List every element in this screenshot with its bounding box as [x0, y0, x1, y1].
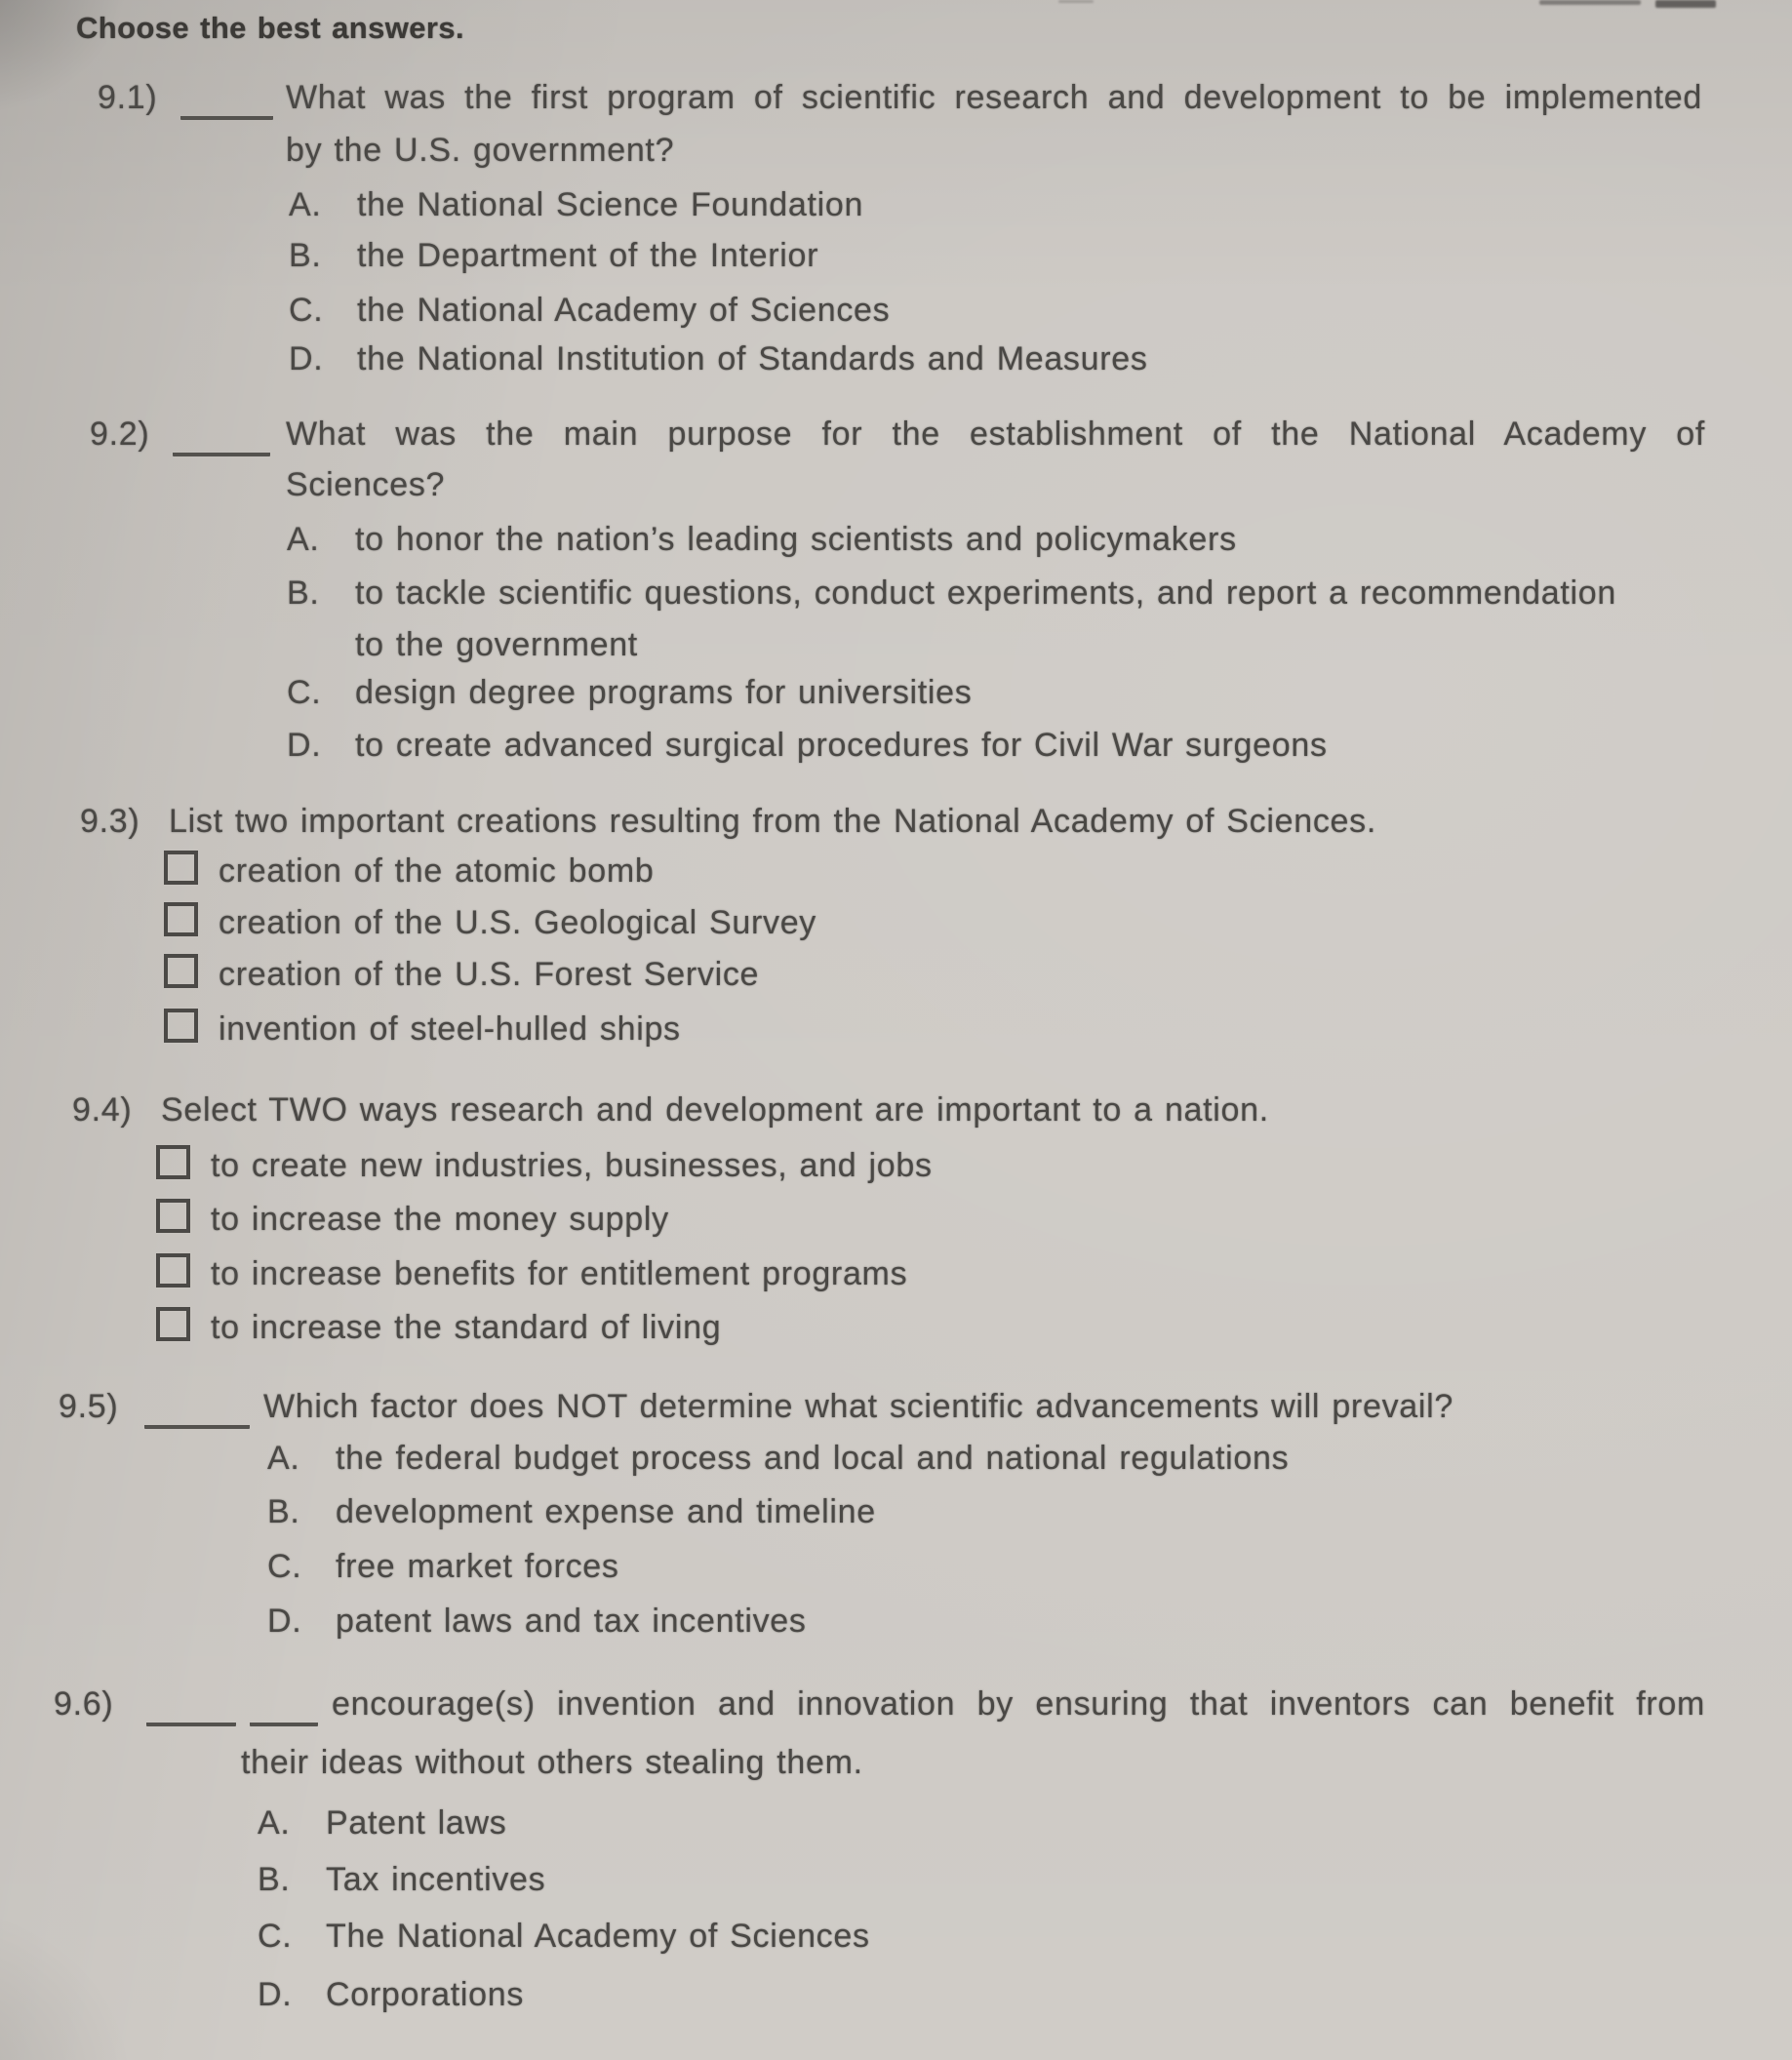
option-9-6-d: [258, 1975, 524, 2015]
scan-artifact: [1058, 0, 1094, 3]
question-9-2-text-line-2: Sciences?: [286, 466, 446, 503]
checkbox-icon[interactable]: [164, 902, 198, 936]
checkbox-item-label: to increase the standard of living: [211, 1309, 722, 1346]
scan-artifact: [1539, 0, 1641, 5]
question-9-1-text-line-2: by the U.S. government?: [286, 132, 675, 169]
option-letter: B.: [267, 1493, 300, 1530]
option-text: the National Institution of Standards and Measures: [357, 340, 1148, 377]
option-letter: C.: [267, 1548, 302, 1585]
checkbox-item-label: creation of the U.S. Geological Survey: [219, 904, 817, 941]
question-9-6-text-line-2: their ideas without others stealing them.: [241, 1744, 863, 1781]
option-letter: C.: [287, 674, 322, 711]
option-9-6-b: [258, 1860, 545, 1900]
checkbox-item: [164, 851, 654, 891]
option-text: Patent laws: [326, 1804, 507, 1842]
option-text: Tax incentives: [326, 1861, 546, 1898]
checkbox-item: [164, 902, 816, 943]
option-text: development expense and timeline: [336, 1493, 876, 1530]
option-9-6-a: [258, 1803, 506, 1843]
checkbox-icon[interactable]: [156, 1199, 190, 1233]
option-text: free market forces: [336, 1548, 619, 1585]
option-text: the National Science Foundation: [357, 186, 864, 223]
answer-blank-9-6-a[interactable]: [146, 1684, 236, 1726]
option-letter: D.: [289, 340, 324, 377]
option-9-1-c: [289, 291, 890, 331]
option-letter: D.: [258, 1976, 293, 2013]
option-letter: D.: [287, 727, 322, 764]
option-9-2-b: [287, 574, 1616, 614]
checkbox-item-label: invention of steel-hulled ships: [219, 1010, 681, 1048]
checkbox-item: [164, 1009, 681, 1050]
option-text: the Department of the Interior: [357, 237, 819, 274]
option-9-1-b: [289, 236, 818, 276]
option-text: Corporations: [326, 1976, 525, 2013]
question-9-6-text-line-1: encourage(s) invention and innovation by ensuring that inventors can benefit from: [332, 1685, 1705, 1723]
checkbox-item-label: to increase benefits for entitlement programs: [211, 1255, 908, 1292]
question-9-2-number: 9.2): [90, 416, 150, 453]
option-text: the federal budget process and local and national regulations: [336, 1440, 1290, 1477]
option-letter: A.: [258, 1804, 291, 1842]
question-9-3-prompt: List two important creations resulting from the National Academy of Sciences.: [169, 803, 1377, 840]
checkbox-item: [156, 1199, 669, 1240]
scan-artifact: [1655, 0, 1716, 8]
answer-blank-9-2[interactable]: [173, 415, 270, 456]
question-9-4-number: 9.4): [72, 1091, 133, 1129]
option-9-2-d: [287, 726, 1328, 766]
option-letter: D.: [267, 1603, 302, 1640]
option-letter: A.: [287, 521, 320, 558]
option-letter: A.: [289, 186, 322, 223]
answer-blank-9-5[interactable]: [144, 1387, 250, 1429]
checkbox-icon[interactable]: [156, 1145, 190, 1179]
question-9-1-number: 9.1): [98, 79, 158, 116]
checkbox-item-label: to increase the money supply: [211, 1201, 669, 1238]
option-letter: C.: [289, 292, 324, 329]
option-9-5-b: [267, 1492, 876, 1532]
option-9-2-c: [287, 673, 973, 713]
option-9-6-c: [258, 1917, 870, 1957]
option-9-1-a: [289, 185, 863, 225]
question-9-4-prompt: Select TWO ways research and development are important to a nation.: [161, 1091, 1269, 1129]
option-9-5-c: [267, 1547, 619, 1587]
checkbox-item-label: creation of the atomic bomb: [219, 852, 655, 890]
checkbox-icon[interactable]: [156, 1307, 190, 1341]
option-text: to honor the nation’s leading scientists and policymakers: [355, 521, 1237, 558]
checkbox-item-label: to create new industries, businesses, and jobs: [211, 1147, 933, 1184]
page-title: Choose the best answers.: [76, 11, 465, 45]
option-text: to create advanced surgical procedures for Civil War surgeons: [355, 727, 1328, 764]
checkbox-item: [156, 1307, 721, 1348]
option-letter: B.: [287, 574, 320, 612]
option-9-1-d: [289, 339, 1148, 379]
option-text: to tackle scientific questions, conduct experiments, and report a recommendation: [355, 574, 1616, 612]
option-text: The National Academy of Sciences: [326, 1918, 870, 1955]
option-text: patent laws and tax incentives: [336, 1603, 807, 1640]
question-9-5-prompt: Which factor does NOT determine what scientific advancements will prevail?: [263, 1388, 1454, 1425]
checkbox-icon[interactable]: [164, 954, 198, 988]
option-text: the National Academy of Sciences: [357, 292, 891, 329]
option-9-2-b-continuation: to the government: [355, 626, 638, 663]
option-letter: B.: [258, 1861, 291, 1898]
option-9-5-a: [267, 1439, 1289, 1479]
checkbox-item: [156, 1253, 907, 1294]
checkbox-item: [156, 1145, 933, 1186]
checkbox-icon[interactable]: [156, 1253, 190, 1288]
checkbox-item-label: creation of the U.S. Forest Service: [219, 956, 760, 993]
checkbox-item: [164, 954, 759, 995]
option-letter: A.: [267, 1440, 300, 1477]
question-9-2-text-line-1: What was the main purpose for the establishment of the National Academy of: [286, 416, 1705, 453]
option-9-2-a: [287, 520, 1237, 560]
question-9-5-number: 9.5): [59, 1388, 119, 1425]
answer-blank-9-6-b[interactable]: [250, 1684, 318, 1726]
checkbox-icon[interactable]: [164, 1009, 198, 1043]
checkbox-icon[interactable]: [164, 851, 198, 885]
option-letter: C.: [258, 1918, 293, 1955]
question-9-1-text-line-1: What was the first program of scientific research and development to be implemented: [286, 79, 1702, 116]
option-9-5-d: [267, 1602, 807, 1642]
question-9-3-number: 9.3): [80, 803, 140, 840]
option-text: design degree programs for universities: [355, 674, 973, 711]
question-9-6-number: 9.6): [54, 1685, 114, 1723]
option-letter: B.: [289, 237, 322, 274]
answer-blank-9-1[interactable]: [180, 78, 273, 120]
